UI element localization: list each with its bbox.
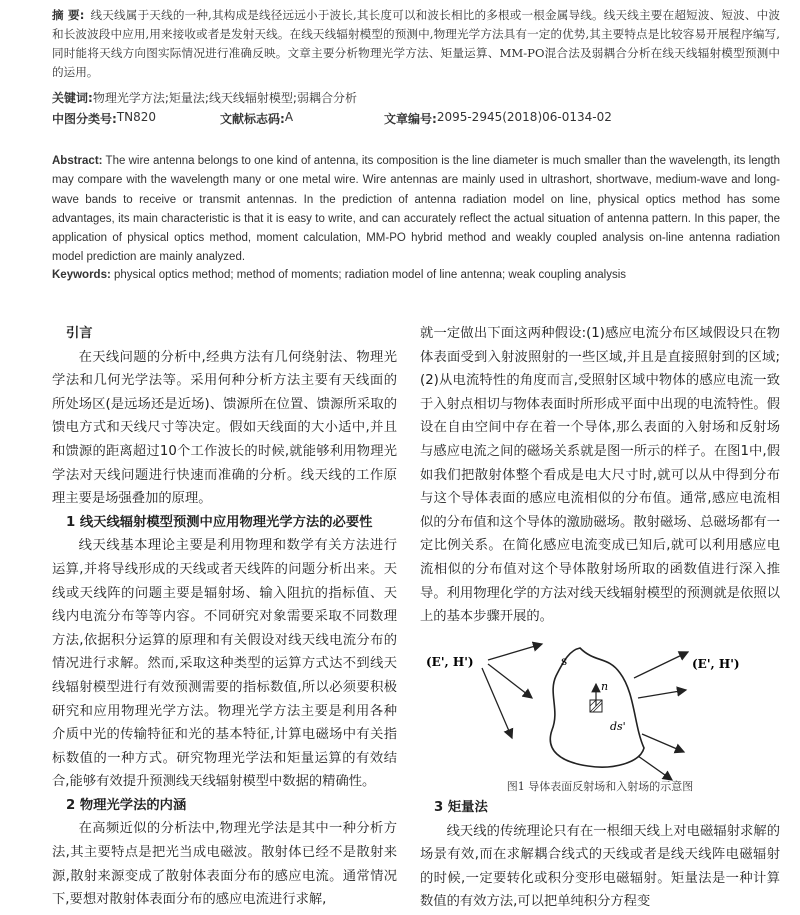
clc-value: TN820 [116, 110, 157, 124]
chinese-abstract [52, 6, 780, 82]
article-number [384, 110, 612, 127]
document-code [220, 110, 294, 127]
incident-arrow-2 [488, 664, 532, 698]
paragraph-continued: 就一定做出下面这两种假设:(1)感应电流分布区域假设只在物体表面受到入射波照射的一些区域,并且是直接照射到的区域;(2)从电流特性的角度而言,受照射区域中物体的感应电流一致于入射点相切与物体表面时所形成平面中出现的电流特性。假设在自由空间中存在着一个导体,那么表面的入射场和反射场与感应电流之间的磁场关系就是图一所示的样子。在图1中,假如我们把散射体整个看成是电大尺寸时,就可以从中得到分布与这个导体表面的感应电流相似的分布值。通常,感应电流相似的分布值和这个导体的激励磁场。散射磁场、总磁场都有一定比例关系。在简化感应电流变成已知后,就可以利用感应电流相似的分布值对这个导体散射场所取的函数值进行深入推导。利用物理化学的方法对线天线辐射模型的预测就是依照以上的基本步骤开展的。 [420, 326, 780, 625]
chinese-abstract-label: 摘 要: [52, 8, 85, 22]
heading-section-2: 2 物理光学法的内涵 [66, 797, 187, 813]
incident-field-label: (E', H') [426, 655, 474, 669]
article-label: 文章编号: [384, 112, 437, 126]
scattered-arrow-3 [642, 734, 684, 752]
clc-number [52, 110, 157, 127]
clc-label: 中图分类号: [52, 112, 117, 126]
scattered-arrow-1 [634, 652, 688, 678]
article-value: 2095-2945(2018)06-0134-02 [436, 110, 612, 124]
element-label: ds' [610, 720, 626, 733]
scattered-arrow-2 [638, 690, 686, 698]
english-keywords-label: Keywords: [52, 269, 111, 281]
english-abstract [52, 152, 780, 268]
heading-introduction: 引言 [66, 326, 93, 341]
paragraph-section-3: 线天线的传统理论只有在一根细天线上对电磁辐射求解的场景有效,而在求解耦合线式的天线或者是线天线阵电磁辐射的时候,一定要转化或积分变形电磁辐射。矩量法是一种计算数值的有效方法,可以把单纯积分方程变 [420, 823, 780, 910]
paragraph-introduction: 在天线问题的分析中,经典方法有几何绕射法、物理光学法和几何光学法等。采用何种分析方法主要有天线面的所处场区(是远场还是近场)、馈源所在位置、馈源所采取的馈电方式和天线尺寸等决定。假如天线面的大小适中,并且和馈源的距离超过10个工作波长的时候,就能够利用物理光学法对天线问题进行快速而准确的分析。线天线的工作原理主要是场强叠加的原理。 [52, 349, 397, 507]
paragraph-section-1: 线天线基本理论主要是利用物理和数学有关方法进行运算,并将导线形成的天线或者天线阵的问题分析出来。天线或天线阵的问题主要是辐射场、输入阻抗的指标值、天线内电流分布等等内容。不同研究对象需要采取不同数理方法,依据积分运算的原理和有关假设对线天线电流分布的情况进行求解。然而,采取这种类型的运算方式达不到线天线辐射模型进行有效预测需要的指标数值,所以必须要积极研究和应用物理光学方法。物理光学方法主要是利用各种介质中光的传输特征和光的基本特征,计算电磁场中有关指标数值的一种方式。研究物理光学法和矩量运算的有效结合,能够有效提升预测线天线辐射模型中数据的精确性。 [52, 538, 397, 790]
figure-1-diagram [420, 638, 780, 788]
right-column [420, 322, 780, 629]
scattered-arrow-4 [638, 756, 672, 780]
chinese-abstract-text: 线天线属于天线的一种,其构成是线径远远小于波长,其长度可以和波长相比的多根或一根金属导线。线天线主要在超短波、短波、中波和长波波段中应用,用来接收或者是发射天线。在线天线辐射模型的预测中,物理光学方法具有一定的优势,其主要特点是比较容易开展程序编写,同时能将天线方向图实际情况进行准确反映。文章主要分析物理光学方法、矩量运算、MM-PO混合法及弱耦合分析在线天线辐射模型预测中的运用。 [52, 8, 780, 79]
right-column-lower [420, 796, 780, 914]
scattered-field-label: (E', H') [692, 657, 740, 671]
left-column [52, 322, 397, 912]
paragraph-section-2: 在高频近似的分析法中,物理光学法是其中一种分析方法,其主要特点是把光当成电磁波。散射体已经不是散射来源,散射来源变成了散射体表面分布的感应电流。通常情况下,要想对散射体表面分布的感应电流进行求解, [52, 821, 397, 908]
english-keywords [52, 269, 780, 281]
doc-label: 文献标志码: [220, 112, 285, 126]
english-keywords-text: physical optics method; method of moments; radiation model of line antenna; weak coupling analysis [114, 269, 627, 281]
chinese-keywords-label: 关键词: [52, 91, 93, 105]
normal-label: n [601, 680, 609, 693]
chinese-keywords-text: 物理光学方法;矩量法;线天线辐射模型;弱耦合分析 [92, 91, 357, 105]
surface-label: s [561, 654, 568, 668]
figure-1-caption: 图1 导体表面反射场和入射场的示意图 [506, 780, 694, 793]
english-abstract-text: The wire antenna belongs to one kind of antenna, its composition is the line diameter is much smaller than the wavelength, its length may compare with the wavelength many or one metal wire. Wire antennas are mainly used in ultrashort, shortwave, medium-wave and long-wave bands to receive or transmit antennas. In the prediction of antenna radiation model on line, physical optics method has some advantages, its main characteristic is that it is easy to write, and can accurately reflect the actual situation of antenna pattern. In this paper, the application of physical optics method, moment calculation, MM-PO hybrid method and weakly coupled analysis on-line antenna radiation model prediction are mainly analyzed. [52, 155, 780, 264]
chinese-keywords [52, 89, 357, 106]
heading-section-3: 3 矩量法 [434, 800, 488, 815]
doc-value: A [284, 110, 294, 124]
incident-arrow-1 [488, 644, 542, 660]
figure-1 [420, 638, 780, 788]
heading-section-1: 1 线天线辐射模型预测中应用物理光学方法的必要性 [66, 514, 373, 530]
english-abstract-label: Abstract: [52, 155, 103, 167]
